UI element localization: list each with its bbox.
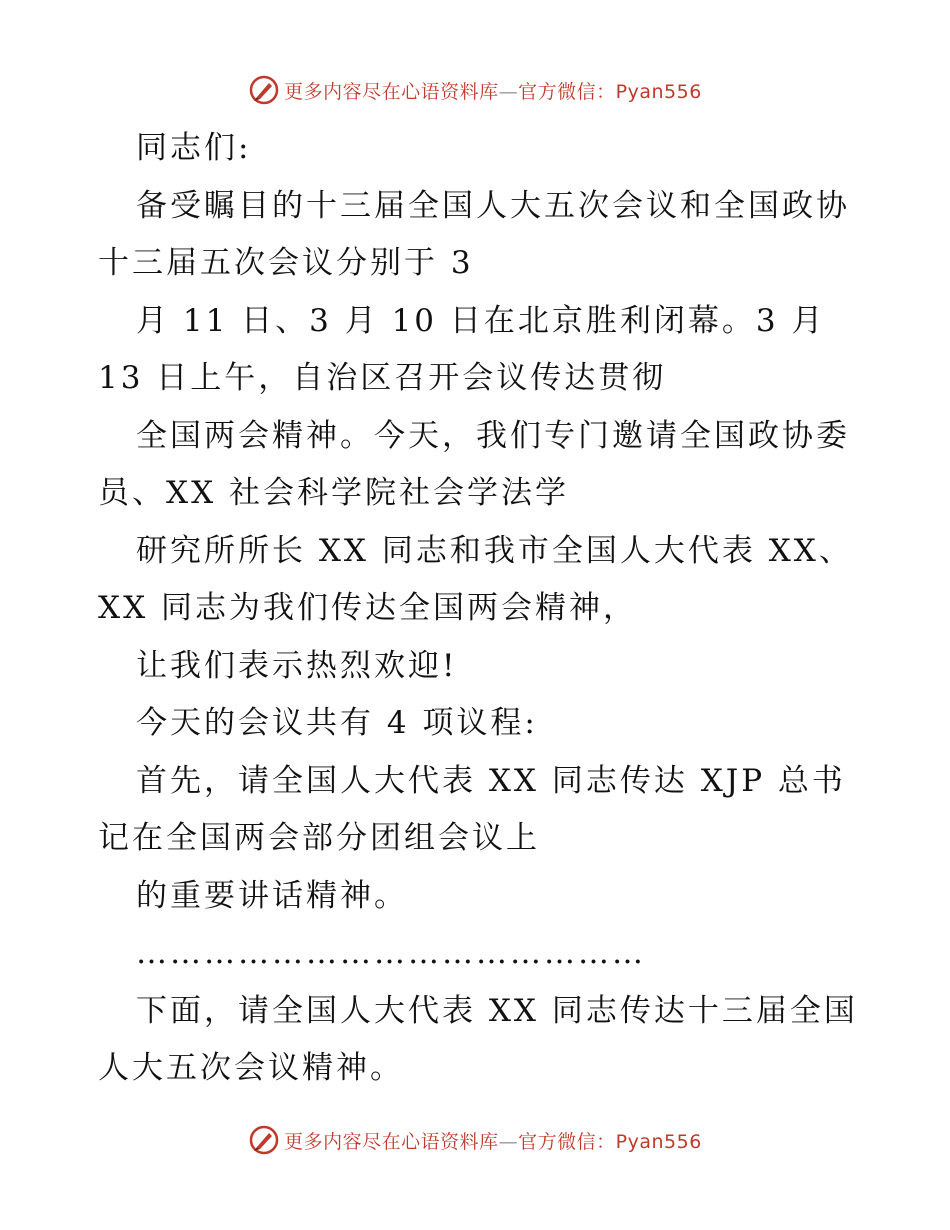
text-line: 月 11 日、3 月 10 日在北京胜利闭幕。3 月	[136, 302, 826, 339]
text-line: XX 同志为我们传达全国两会精神，	[98, 590, 637, 626]
document-body	[98, 120, 868, 1098]
watermark-text: 更多内容尽在心语资料库—官方微信：Pyan556	[284, 80, 702, 103]
text-line: 让我们表示热烈欢迎!	[136, 647, 458, 684]
text-line: 今天的会议共有 4 项议程:	[136, 705, 538, 741]
pen-logo-icon	[248, 74, 280, 106]
header-watermark	[0, 70, 950, 110]
text-line: 的重要讲话精神。	[136, 877, 408, 914]
watermark-text: 更多内容尽在心语资料库—官方微信：Pyan556	[284, 1130, 702, 1153]
text-line: 同志们:	[136, 130, 252, 166]
footer-watermark	[0, 1120, 950, 1160]
pen-logo-icon	[248, 1124, 280, 1156]
text-line: 研究所所长 XX 同志和我市全国人大代表 XX、	[136, 532, 853, 569]
text-line: 13 日上午，自治区召开会议传达贯彻	[98, 360, 667, 396]
text-line: 下面，请全国人大代表 XX 同志传达十三届全国	[136, 992, 858, 1029]
text-line: 十三届五次会议分别于 3	[98, 245, 474, 281]
ellipsis-line: ………………………………………	[136, 935, 646, 971]
text-line: 记在全国两会部分团组会议上	[98, 820, 540, 856]
text-line: 全国两会精神。今天，我们专门邀请全国政协委	[136, 417, 850, 454]
text-line: 员、XX 社会科学院社会学法学	[98, 475, 569, 511]
text-line: 人大五次会议精神。	[98, 1050, 404, 1086]
text-line: 首先，请全国人大代表 XX 同志传达 XJP 总书	[136, 762, 846, 799]
text-line: 备受瞩目的十三届全国人大五次会议和全国政协	[136, 187, 850, 224]
